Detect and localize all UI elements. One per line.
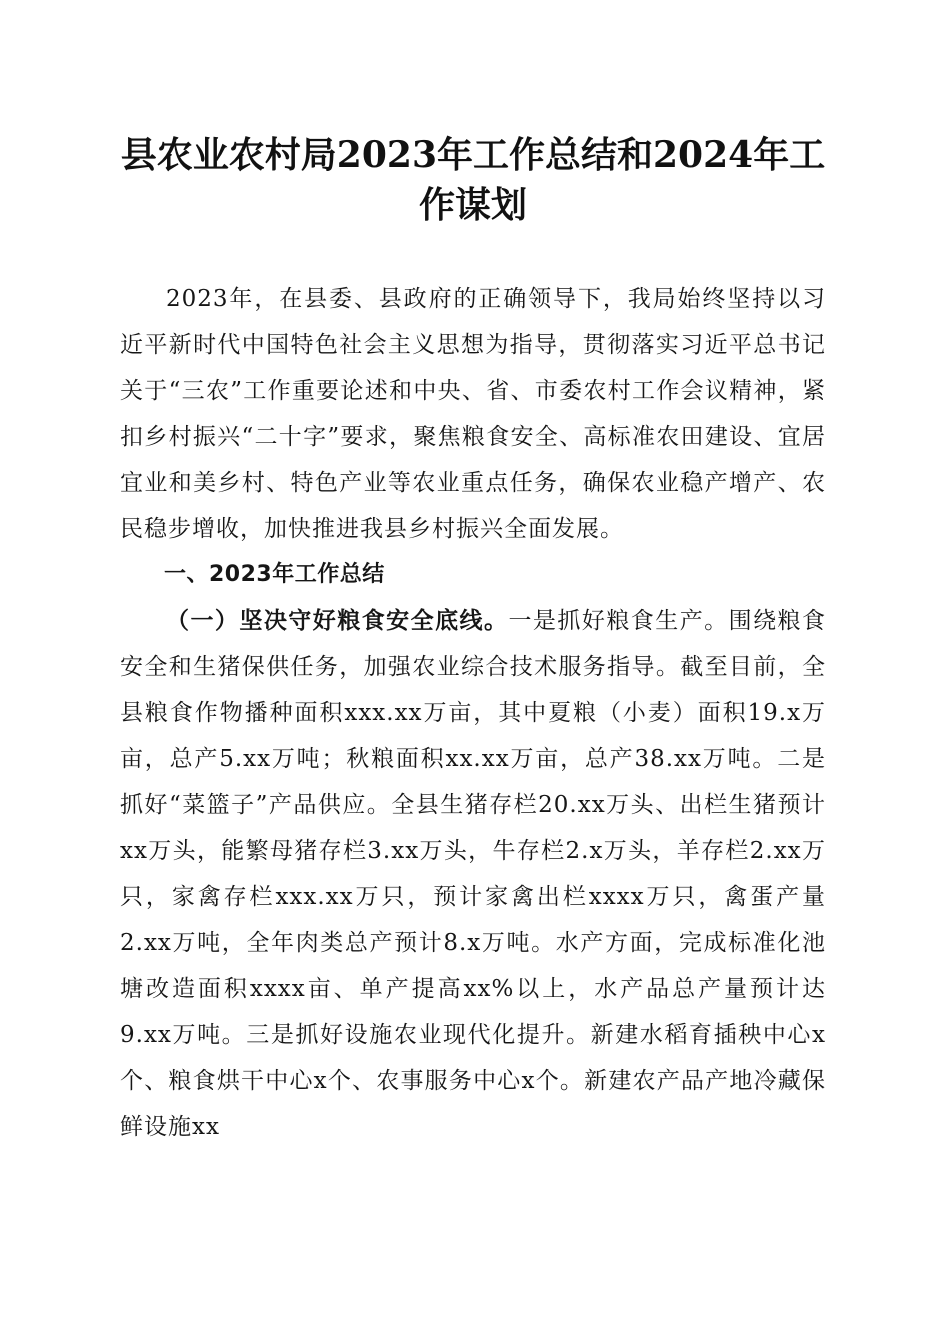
- document-title: 县农业农村局2023年工作总结和2024年工作谋划: [120, 134, 826, 226]
- subsection-paragraph: [120, 598, 826, 1150]
- subsection-label: （一）坚决守好粮食安全底线。: [166, 607, 509, 634]
- subsection-text: 一是抓好粮食生产。围绕粮食安全和生猪保供任务，加强农业综合技术服务指导。截至目前，全县粮食作物播种面积xxx.xx万亩，其中夏粮（小麦）面积19.x万亩，总产5.xx万吨；秋粮面积xx.xx万亩，总产38.xx万吨。二是抓好“菜篮子”产品供应。全县生猪存栏20.xx万头、出栏生猪预计xx万头，能繁母猪存栏3.xx万头，牛存栏2.x万头，羊存栏2.xx万只，家禽存栏xxx.xx万只，预计家禽出栏xxxx万只，禽蛋产量2.xx万吨，全年肉类总产预计8.x万吨。水产方面，完成标准化池塘改造面积xxxx亩、单产提高xx%以上，水产品总产量预计达9.xx万吨。三是抓好设施农业现代化提升。新建水稻育插秧中心x个、粮食烘干中心x个、农事服务中心x个。新建农产品产地冷藏保鲜设施xx: [120, 608, 827, 1140]
- section-heading: 一、2023年工作总结: [164, 562, 385, 587]
- intro-paragraph: 2023年，在县委、县政府的正确领导下，我局始终坚持以习近平新时代中国特色社会主义思想为指导，贯彻落实习近平总书记关于“三农”工作重要论述和中央、省、市委农村工作会议精神，紧扣乡村振兴“二十字”要求，聚焦粮食安全、高标准农田建设、宜居宜业和美乡村、特色产业等农业重点任务，确保农业稳产增产、农民稳步增收，加快推进我县乡村振兴全面发展。: [120, 286, 826, 542]
- document-body: [120, 276, 826, 1150]
